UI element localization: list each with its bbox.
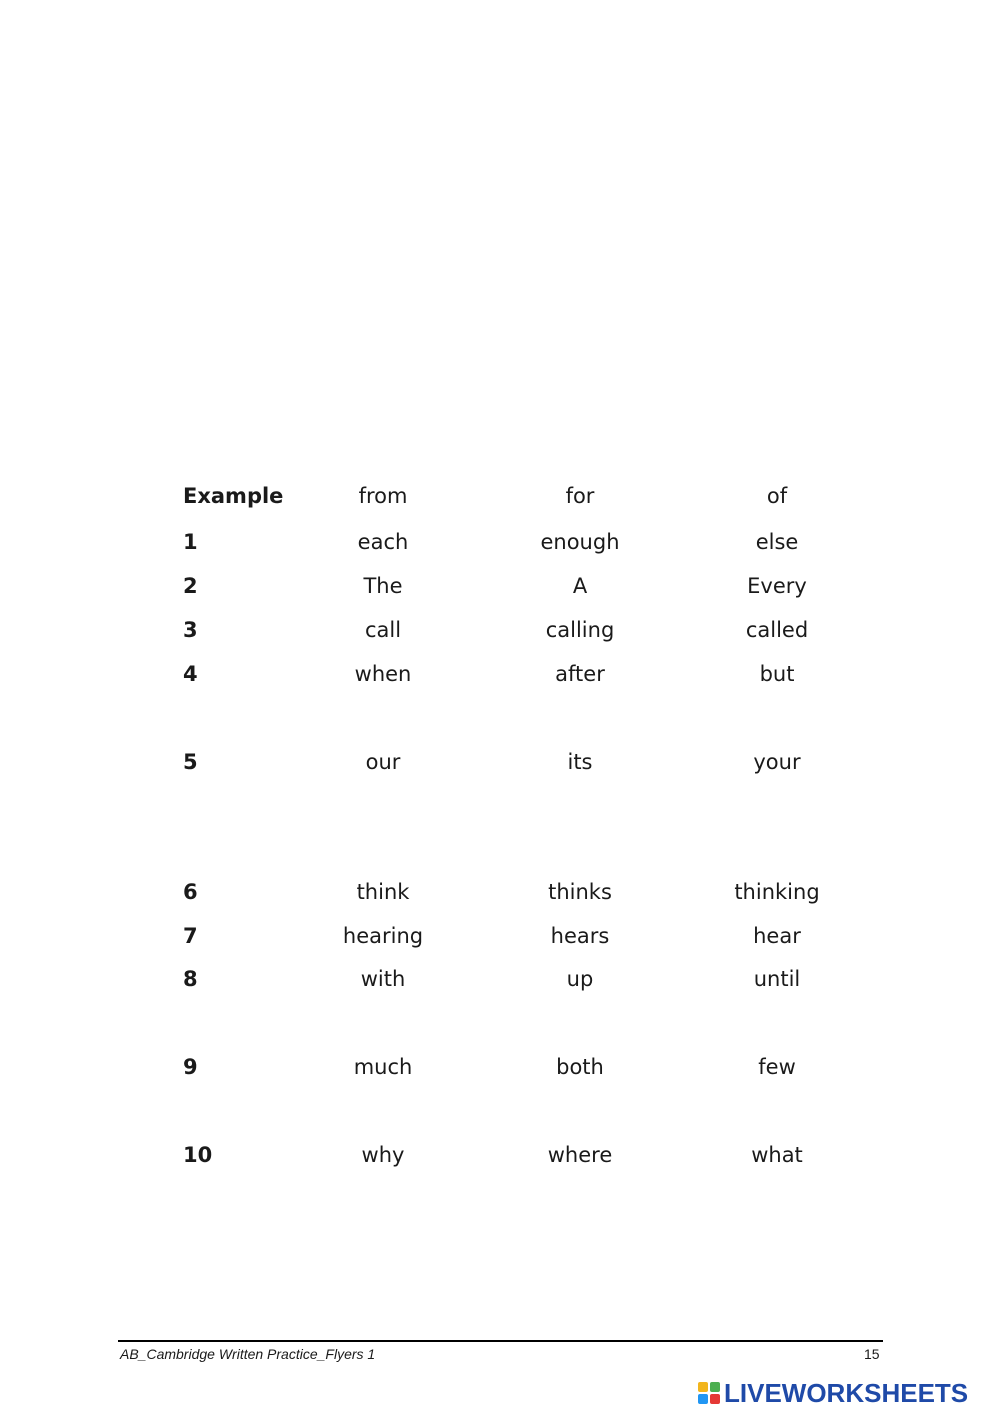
option-b: its bbox=[567, 750, 593, 774]
table-row bbox=[0, 959, 1000, 999]
option-a: why bbox=[361, 1143, 405, 1167]
table-row bbox=[0, 1047, 1000, 1087]
row-label: 1 bbox=[183, 530, 198, 554]
option-b: up bbox=[566, 967, 594, 991]
option-c: else bbox=[755, 530, 799, 554]
option-a: from bbox=[358, 484, 408, 508]
option-a: with bbox=[360, 967, 406, 991]
option-b: calling bbox=[545, 618, 615, 642]
option-a: think bbox=[356, 880, 410, 904]
option-a: call bbox=[364, 618, 402, 642]
table-row bbox=[0, 610, 1000, 650]
option-b: thinks bbox=[548, 880, 612, 904]
footer-divider bbox=[118, 1340, 883, 1342]
option-c: until bbox=[753, 967, 801, 991]
footer-source: AB_Cambridge Written Practice_Flyers 1 bbox=[120, 1346, 376, 1362]
option-a: much bbox=[353, 1055, 413, 1079]
option-c: Every bbox=[747, 574, 807, 598]
table-row bbox=[0, 476, 1000, 516]
row-label: 2 bbox=[183, 574, 198, 598]
row-label: 4 bbox=[183, 662, 198, 686]
row-label: 5 bbox=[183, 750, 198, 774]
table-row bbox=[0, 916, 1000, 956]
option-b: enough bbox=[540, 530, 620, 554]
table-row bbox=[0, 872, 1000, 912]
row-label: 7 bbox=[183, 924, 198, 948]
option-c: called bbox=[745, 618, 809, 642]
logo-text: LIVEWORKSHEETS bbox=[724, 1377, 969, 1408]
option-a: when bbox=[354, 662, 412, 686]
liveworksheets-mark-icon bbox=[698, 1382, 720, 1404]
option-a: our bbox=[365, 750, 401, 774]
option-a: each bbox=[357, 530, 409, 554]
row-label: Example bbox=[183, 484, 284, 508]
option-c: but bbox=[759, 662, 795, 686]
option-b: where bbox=[547, 1143, 613, 1167]
option-c: what bbox=[751, 1143, 803, 1167]
table-row bbox=[0, 566, 1000, 606]
table-row bbox=[0, 522, 1000, 562]
page-number: 15 bbox=[864, 1346, 880, 1362]
option-b: for bbox=[565, 484, 595, 508]
option-a: The bbox=[363, 574, 403, 598]
table-row bbox=[0, 742, 1000, 782]
row-label: 6 bbox=[183, 880, 198, 904]
option-b: both bbox=[556, 1055, 604, 1079]
row-label: 10 bbox=[183, 1143, 213, 1167]
option-c: thinking bbox=[734, 880, 820, 904]
row-label: 3 bbox=[183, 618, 198, 642]
table-row bbox=[0, 654, 1000, 694]
liveworksheets-logo bbox=[698, 1378, 968, 1408]
option-a: hearing bbox=[342, 924, 424, 948]
option-c: of bbox=[766, 484, 788, 508]
row-label: 9 bbox=[183, 1055, 198, 1079]
option-c: your bbox=[753, 750, 801, 774]
row-label: 8 bbox=[183, 967, 198, 991]
option-c: few bbox=[758, 1055, 796, 1079]
option-b: A bbox=[572, 574, 588, 598]
option-c: hear bbox=[753, 924, 801, 948]
option-b: after bbox=[555, 662, 605, 686]
table-row bbox=[0, 1135, 1000, 1175]
option-b: hears bbox=[550, 924, 610, 948]
